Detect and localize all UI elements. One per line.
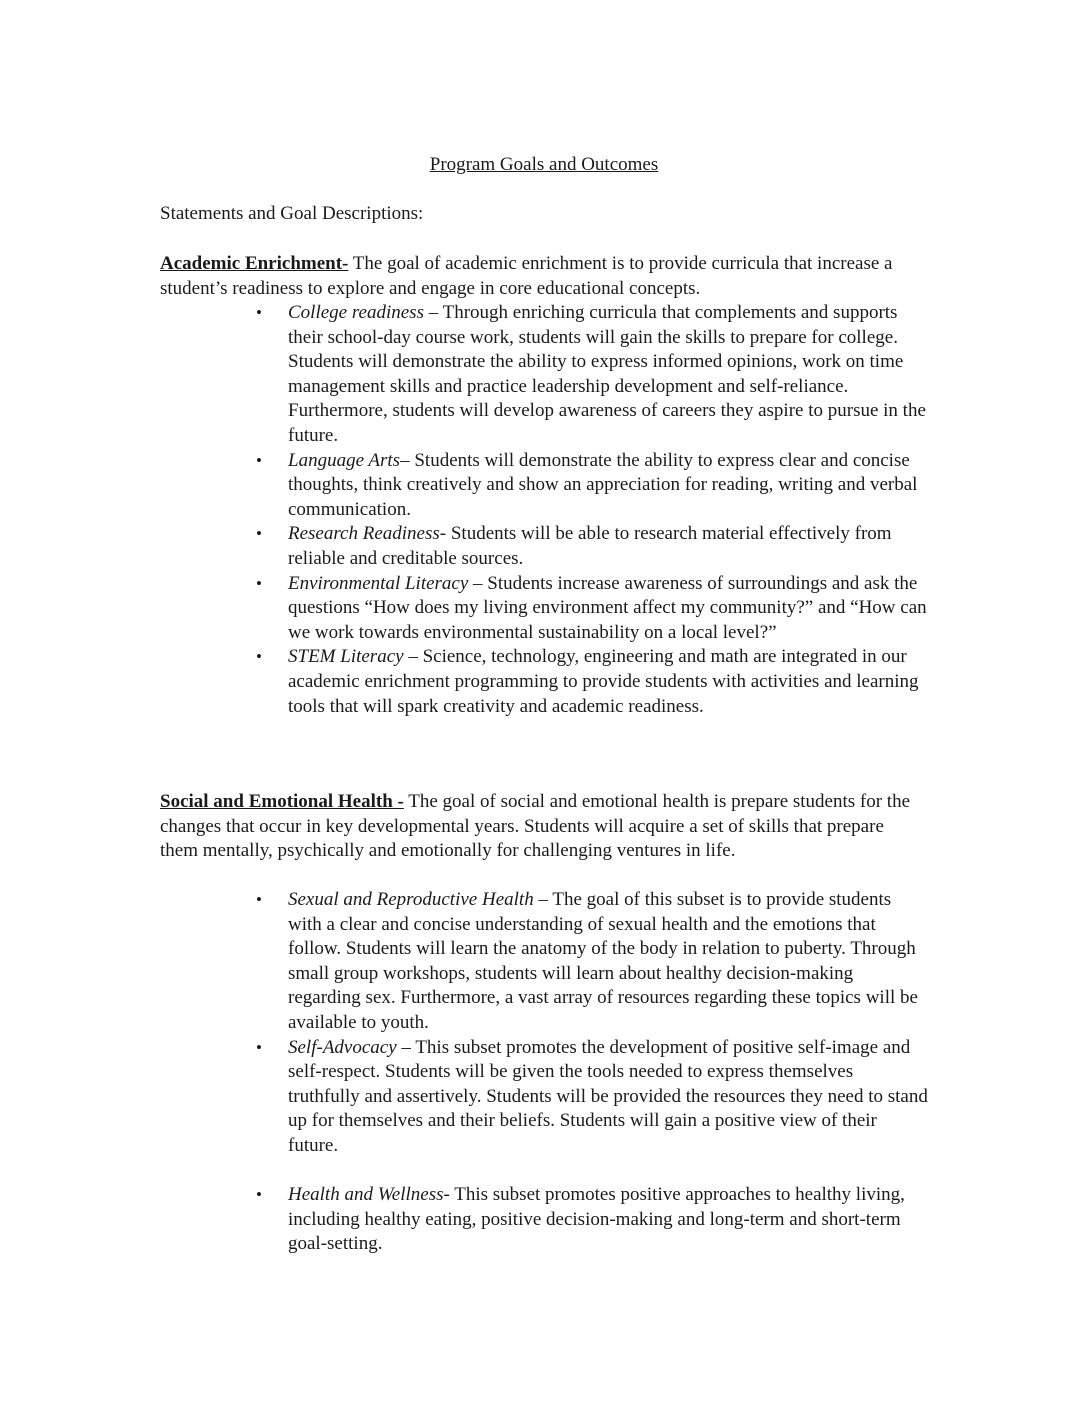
list-item [160, 1036, 928, 1159]
item-title: Sexual and Reproductive Health [288, 889, 534, 910]
section-heading: Social and Emotional Health - [160, 791, 404, 812]
bullet-icon: • [256, 524, 262, 544]
list-item [160, 1183, 928, 1257]
item-title: Research Readiness [288, 523, 440, 545]
item-text: – This subset promotes the development of positive self-image and self-respect. Students will be given the tools needed to express themselves truthfully and assertively. Students will be provided the resources they need to stand up for themselves and their beliefs. Students will gain a positive view of their future. [288, 1036, 928, 1156]
item-text: - This subset promotes positive approaches to healthy living, including healthy eating, positive decision-making and long-term and short-term goal-setting. [288, 1184, 905, 1255]
section-heading: Academic Enrichment- [160, 253, 349, 274]
bullet-icon: • [256, 647, 262, 667]
bullet-icon: • [256, 573, 262, 593]
list-item [160, 449, 928, 523]
list-item [160, 522, 928, 571]
section-social-emotional-health [160, 790, 920, 864]
academic-enrichment-list [0, 301, 928, 719]
item-text: – The goal of this subset is to provide students with a clear and concise understanding of sexual health and the emotions that follow. Students will learn the anatomy of the body in relation to puberty. Through small group workshops, students will learn about healthy decision-making regarding sex. Furthermore, a vast array of resources regarding these topics will be available to youth. [288, 889, 918, 1033]
bullet-icon: • [256, 450, 262, 470]
item-text: – Students will demonstrate the ability to express clear and concise thoughts, think creatively and show an appreciation for reading, writing and verbal communication. [288, 449, 918, 520]
section-description: The goal of social and emotional health is prepare students for the changes that occur in key developmental years. Students will acquire a set of skills that prepare them mentally, psychically and emotionally for challenging ventures in life. [160, 791, 911, 862]
item-title: Language Arts [288, 449, 401, 471]
item-title: STEM Literacy [288, 646, 404, 668]
item-text: – Science, technology, engineering and math are integrated in our academic enrichment programming to provide students with activities and learning tools that will spark creativity and academic readiness. [288, 646, 919, 717]
intro-text: Statements and Goal Descriptions: [160, 203, 424, 224]
section-description: The goal of academic enrichment is to provide curricula that increase a student’s readiness to explore and engage in core educational concepts. [160, 253, 893, 299]
list-item [160, 888, 928, 1036]
page-title: Program Goals and Outcomes [429, 154, 659, 175]
list-spacer [160, 1159, 928, 1184]
list-item [160, 301, 928, 449]
bullet-icon: • [256, 1037, 262, 1057]
item-title: Self-Advocacy [288, 1036, 397, 1058]
item-text: – Through enriching curricula that complements and supports their school-day course work, students will gain the skills to prepare for college. Students will demonstrate the ability to express informed opinions, work on time management skills and practice leadership development and self-reliance. Furthermore, students will develop awareness of careers they aspire to pursue in the future. [288, 302, 926, 446]
list-item [160, 645, 928, 719]
social-emotional-health-list [0, 888, 928, 1257]
item-title: College readiness [288, 302, 424, 323]
section-academic-enrichment [160, 252, 920, 301]
bullet-icon: • [256, 1185, 262, 1205]
item-title: Environmental Literacy [288, 572, 469, 594]
list-item [160, 572, 928, 646]
bullet-icon: • [256, 890, 262, 909]
item-text: - Students will be able to research material effectively from reliable and creditable sources. [288, 523, 892, 569]
item-text: – Students increase awareness of surroundings and ask the questions “How does my living environment affect my community?” and “How can we work towards environmental sustainability on a local level?” [288, 572, 927, 643]
bullet-icon: • [256, 303, 262, 322]
item-title: Health and Wellness [288, 1184, 444, 1206]
